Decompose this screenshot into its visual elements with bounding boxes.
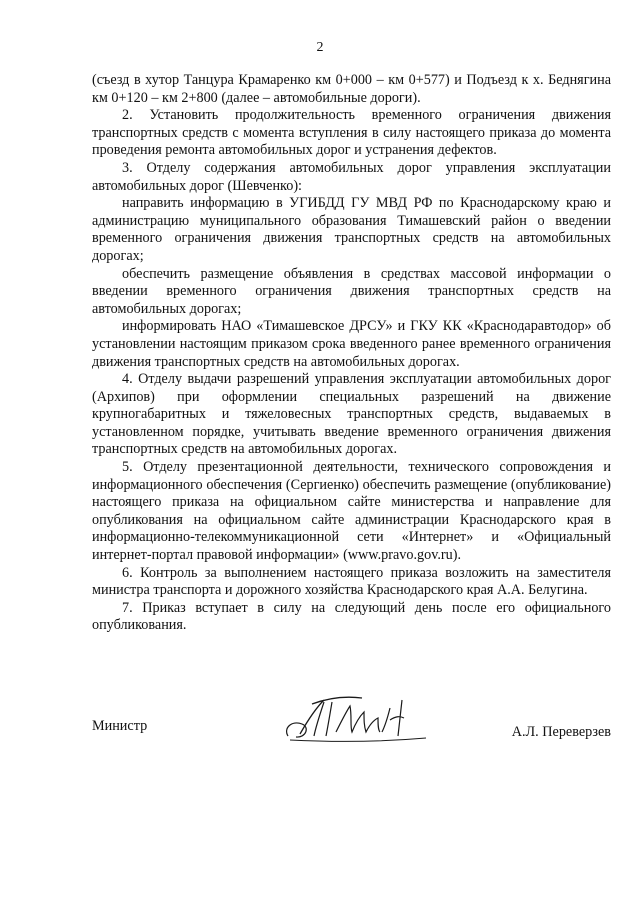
paragraph-6: 6. Контроль за выполнением настоящего приказа возложить на заместителя министра транспорта и дорожного хозяйства Краснодарского края А.А. Белугина.	[92, 564, 611, 599]
document-body	[92, 72, 611, 635]
signature-block	[92, 690, 611, 770]
paragraph-5: 5. Отделу презентационной деятельности, технического сопровождения и информационного обеспечения (Сергиенко) обеспечить размещение (опубликование) настоящего приказа на официальном сайте министерства и направление для опубликования на официальном сайте администрации Краснодарского края в информационно-телекоммуникационной сети «Интернет» и «Официальный интернет-портал правовой информации» (www.pravo.gov.ru).	[92, 459, 611, 564]
paragraph-continuation: (съезд в хутор Танцура Крамаренко км 0+000 – км 0+577) и Подъезд к х. Беднягина км 0+120 – км 2+800 (далее – автомобильные дороги).	[92, 72, 611, 106]
paragraph-7: 7. Приказ вступает в силу на следующий день после его официального опубликования.	[92, 599, 611, 634]
paragraph-2: 2. Установить продолжительность временного ограничения движения транспортных средств с момента вступления в силу настоящего приказа до момента проведения ремонта автомобильных дорог и устранения дефектов.	[92, 107, 611, 159]
page-number: 2	[316, 40, 324, 55]
paragraph-3-item-2: обеспечить размещение объявления в средствах массовой информации о введении временного ограничения движения транспортных средств на автомобильных дорогах;	[92, 265, 611, 317]
paragraph-3-item-3: информировать НАО «Тимашевское ДРСУ» и ГКУ КК «Краснодаравтодор» об установлении настоящим приказом срока введенного ранее временного ограничения движения транспортных средств на автомобильных дорогах.	[92, 318, 611, 370]
paragraph-3-item-1: направить информацию в УГИБДД ГУ МВД РФ по Краснодарскому краю и администрацию муниципального образования Тимашевский район о введении временного ограничения движения транспортных средств на автомобильных дорогах;	[92, 195, 611, 264]
paragraph-3: 3. Отделу содержания автомобильных дорог управления эксплуатации автомобильных дорог (Шевченко):	[92, 159, 611, 194]
paragraph-4: 4. Отделу выдачи разрешений управления эксплуатации автомобильных дорог (Архипов) при оформлении специальных разрешений на движение крупногабаритных и тяжеловесных транспортных средств, выдаваемых в установленном порядке, учитывать введение временного ограничения движения транспортных средств на автомобильных дорогах.	[92, 371, 611, 458]
signer-name: А.Л. Переверзев	[511, 724, 611, 740]
signer-title: Министр	[92, 718, 148, 734]
handwritten-signature	[280, 690, 430, 750]
